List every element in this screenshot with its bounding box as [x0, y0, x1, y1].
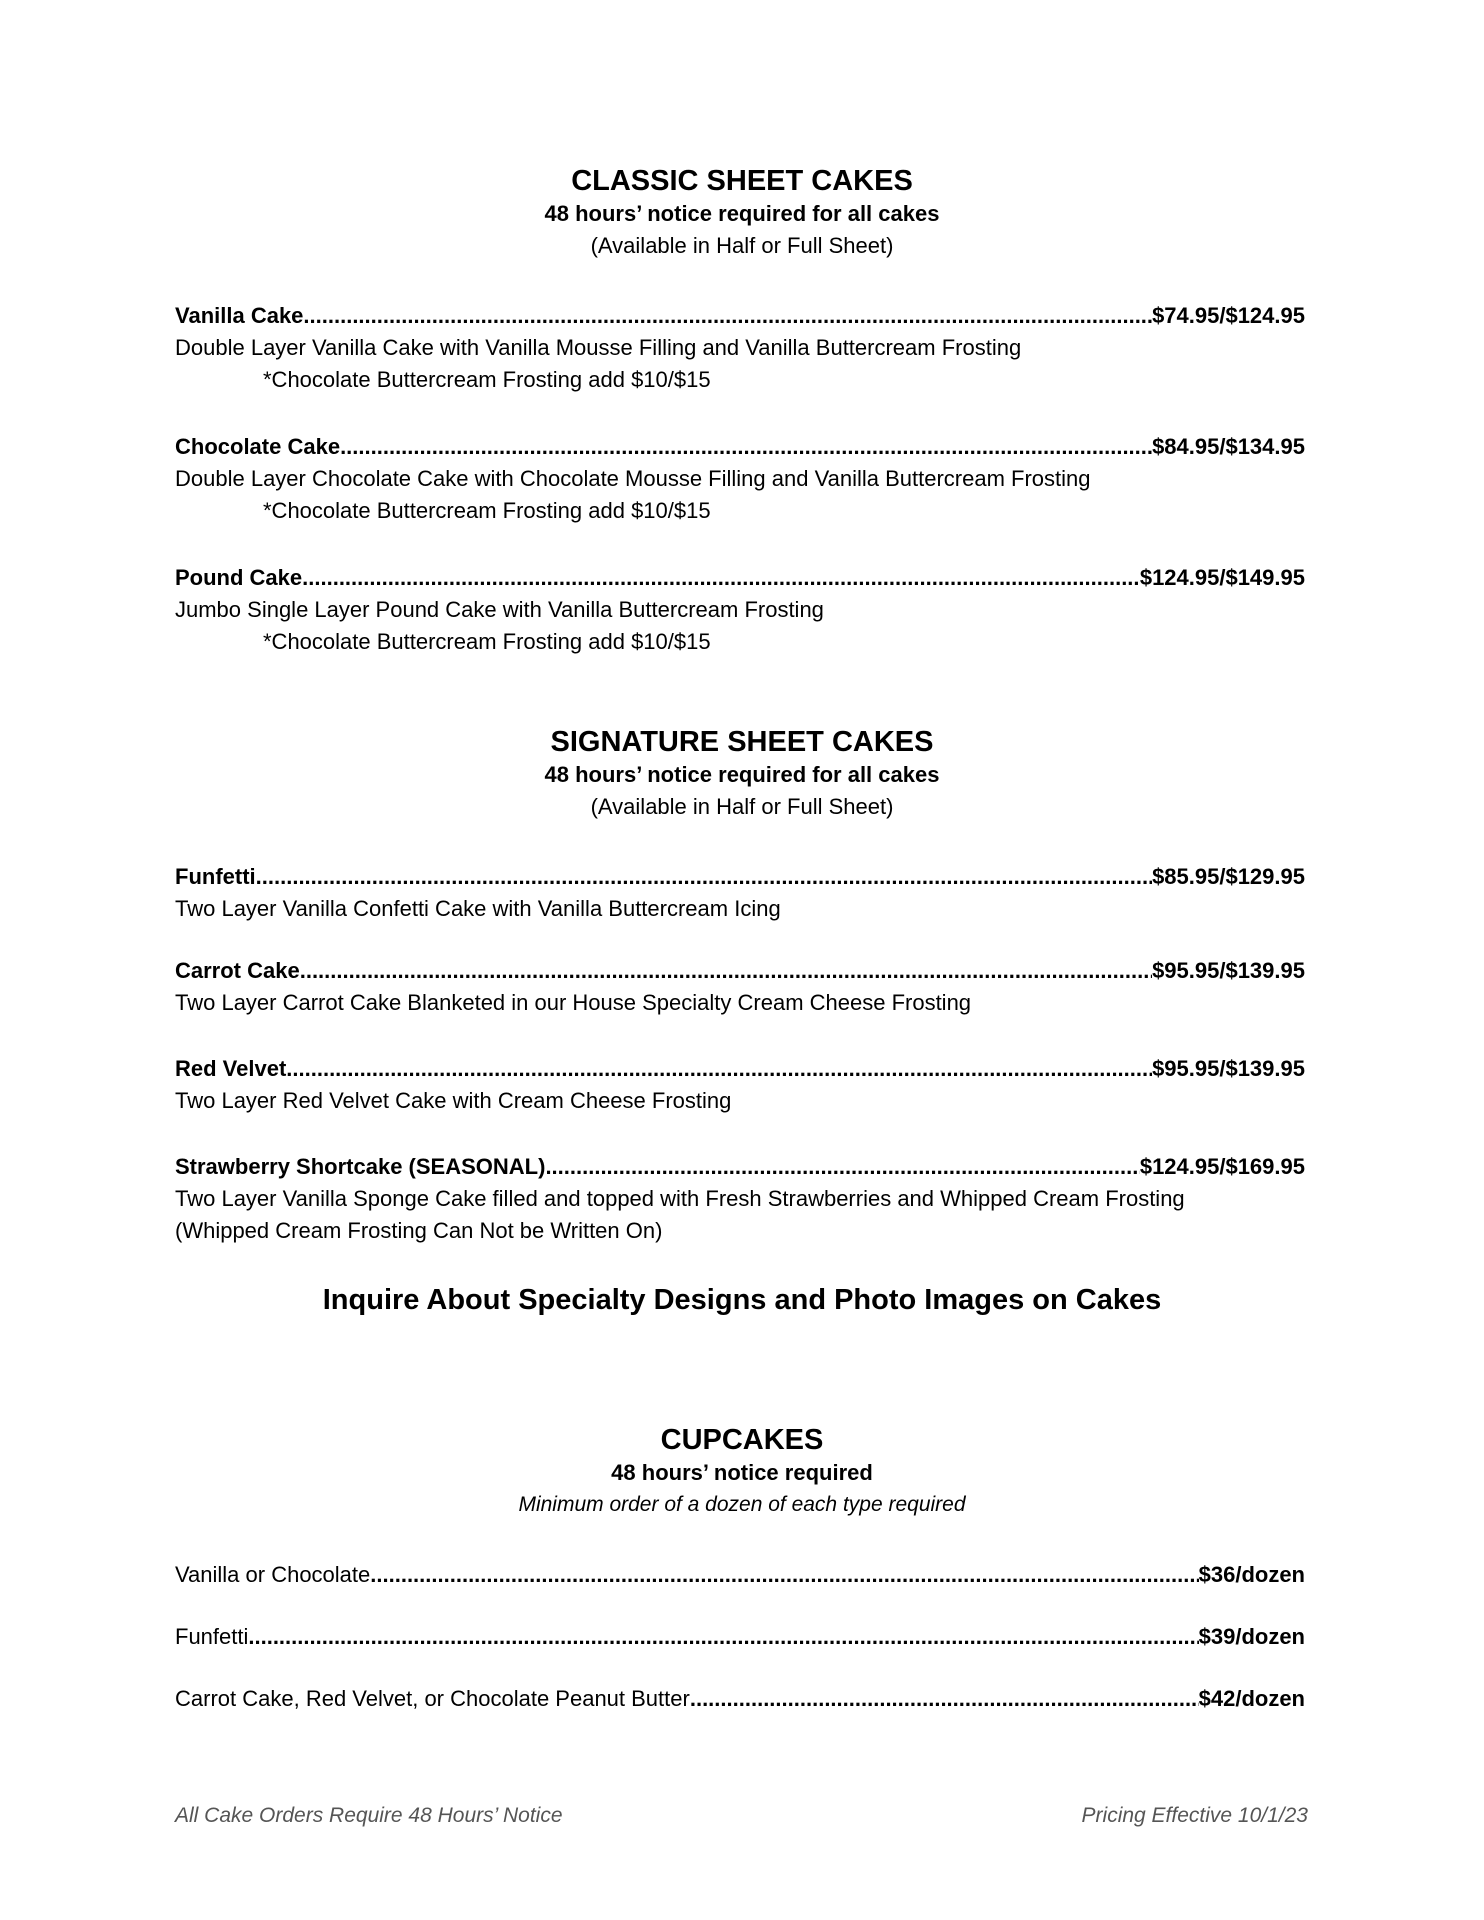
item-note: (Whipped Cream Frosting Can Not be Written On)	[175, 1218, 663, 1243]
item-price: $39/dozen	[1198, 1624, 1305, 1649]
footer-notice: All Cake Orders Require 48 Hours’ Notice	[175, 1804, 563, 1827]
item-name: Vanilla or Chocolate	[175, 1562, 371, 1587]
signature-availability: (Available in Half or Full Sheet)	[590, 794, 894, 819]
item-description: Two Layer Vanilla Sponge Cake filled and topped with Fresh Strawberries and Whipped Cream Frosting	[175, 1186, 1185, 1211]
classic-notice: 48 hours’ notice required for all cakes	[544, 201, 940, 226]
cupcakes-header	[0, 1423, 1484, 1521]
item-price: $42/dozen	[1198, 1686, 1305, 1711]
leader-dots	[300, 955, 1152, 987]
classic-availability: (Available in Half or Full Sheet)	[590, 233, 894, 258]
item-price: $95.95/$139.95	[1152, 958, 1305, 983]
leader-dots	[690, 1683, 1199, 1715]
menu-item-strawberry-shortcake	[175, 1151, 1305, 1247]
leader-dots	[286, 1053, 1152, 1085]
menu-item-red-velvet	[175, 1053, 1305, 1117]
item-description: Two Layer Carrot Cake Blanketed in our House Specialty Cream Cheese Frosting	[175, 990, 972, 1015]
leader-dots	[340, 431, 1152, 463]
item-price: $124.95/$169.95	[1139, 1154, 1305, 1179]
item-note: *Chocolate Buttercream Frosting add $10/$15	[263, 498, 711, 523]
item-price: $95.95/$139.95	[1152, 1056, 1305, 1081]
item-price: $74.95/$124.95	[1152, 303, 1305, 328]
menu-item-vanilla-chocolate-cupcakes	[175, 1559, 1305, 1591]
menu-item-specialty-cupcakes	[175, 1683, 1305, 1715]
leader-dots	[302, 562, 1140, 594]
signature-notice: 48 hours’ notice required for all cakes	[544, 762, 940, 787]
menu-item-pound-cake	[175, 562, 1305, 658]
item-price: $124.95/$149.95	[1139, 565, 1305, 590]
classic-header	[0, 164, 1484, 262]
item-note: *Chocolate Buttercream Frosting add $10/$15	[263, 629, 711, 654]
menu-item-chocolate-cake	[175, 431, 1305, 527]
leader-dots	[248, 1621, 1198, 1653]
leader-dots	[256, 861, 1152, 893]
item-description: Two Layer Vanilla Confetti Cake with Vanilla Buttercream Icing	[175, 896, 781, 921]
leader-dots	[545, 1151, 1139, 1183]
menu-item-carrot-cake	[175, 955, 1305, 1019]
menu-item-vanilla-cake	[175, 300, 1305, 396]
item-price: $36/dozen	[1198, 1562, 1305, 1587]
item-name: Carrot Cake	[175, 958, 300, 983]
item-name: Red Velvet	[175, 1056, 287, 1081]
item-note: *Chocolate Buttercream Frosting add $10/$15	[263, 367, 711, 392]
item-name: Strawberry Shortcake (SEASONAL)	[175, 1154, 546, 1179]
item-description: Two Layer Red Velvet Cake with Cream Cheese Frosting	[175, 1088, 732, 1113]
item-price: $85.95/$129.95	[1152, 864, 1305, 889]
signature-header	[0, 725, 1484, 823]
signature-title: SIGNATURE SHEET CAKES	[550, 726, 934, 758]
item-price: $84.95/$134.95	[1152, 434, 1305, 459]
item-name: Funfetti	[175, 1624, 249, 1649]
footer-pricing-date: Pricing Effective 10/1/23	[1081, 1804, 1308, 1827]
menu-item-funfetti	[175, 861, 1305, 925]
cupcakes-minimum: Minimum order of a dozen of each type required	[518, 1493, 966, 1516]
item-name: Vanilla Cake	[175, 303, 304, 328]
leader-dots	[303, 300, 1152, 332]
classic-title: CLASSIC SHEET CAKES	[571, 165, 913, 197]
cupcakes-notice: 48 hours’ notice required	[611, 1460, 873, 1485]
item-name: Funfetti	[175, 864, 256, 889]
cupcakes-title: CUPCAKES	[660, 1424, 824, 1456]
item-description: Jumbo Single Layer Pound Cake with Vanilla Buttercream Frosting	[175, 597, 824, 622]
item-description: Double Layer Chocolate Cake with Chocolate Mousse Filling and Vanilla Buttercream Frosting	[175, 466, 1091, 491]
menu-item-funfetti-cupcakes	[175, 1621, 1305, 1653]
item-name: Pound Cake	[175, 565, 303, 590]
inquire-heading: Inquire About Specialty Designs and Photo Images on Cakes	[322, 1284, 1162, 1316]
item-name: Carrot Cake, Red Velvet, or Chocolate Peanut Butter	[175, 1686, 690, 1711]
item-description: Double Layer Vanilla Cake with Vanilla Mousse Filling and Vanilla Buttercream Frosting	[175, 335, 1022, 360]
item-name: Chocolate Cake	[175, 434, 341, 459]
leader-dots	[370, 1559, 1198, 1591]
